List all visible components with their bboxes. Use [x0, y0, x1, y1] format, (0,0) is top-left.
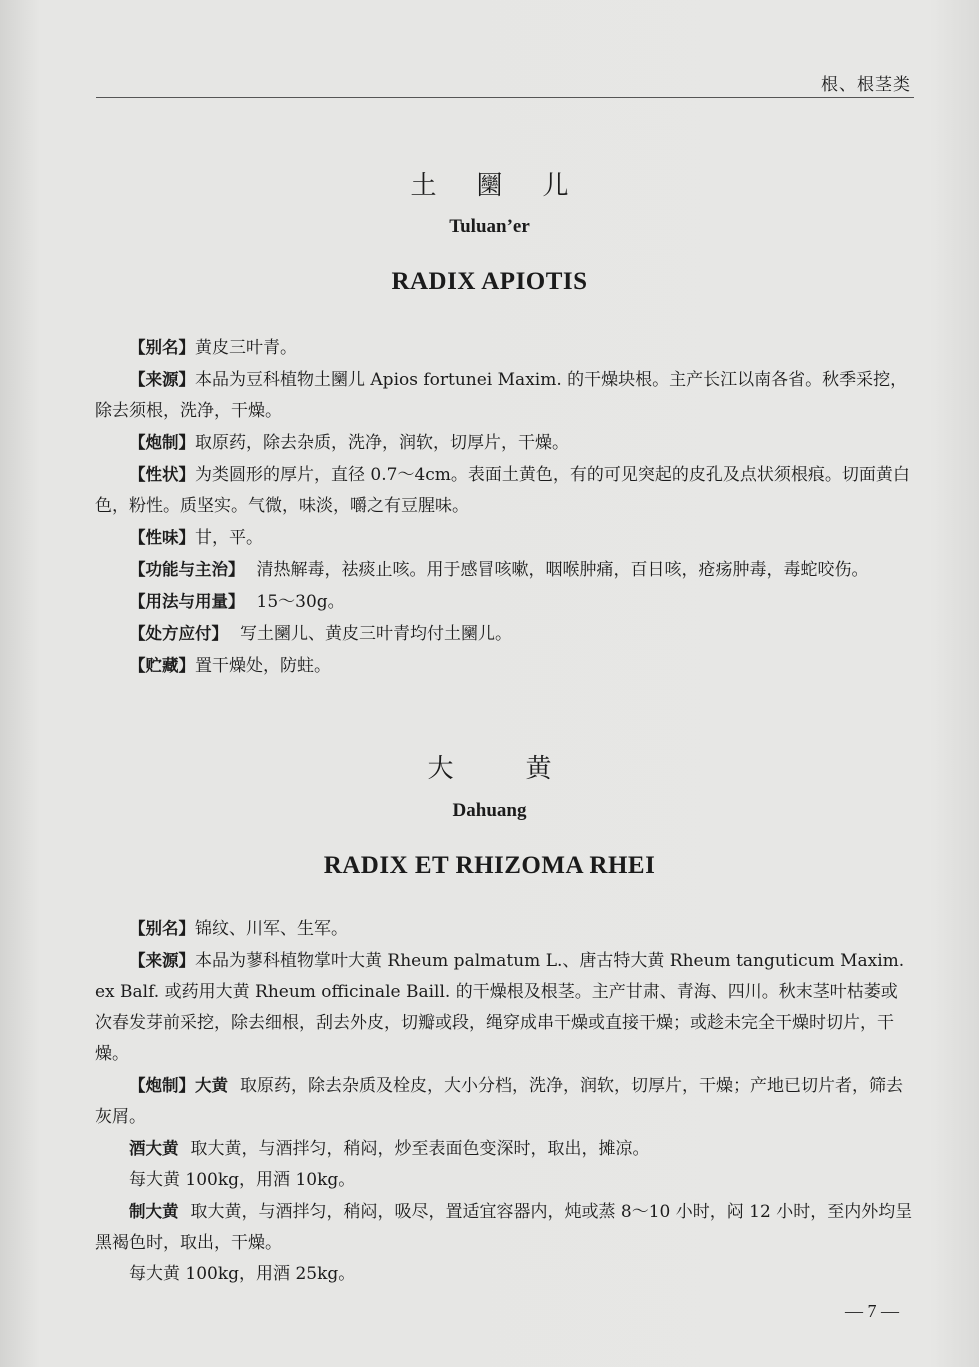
field-text: 取大黄，与酒拌匀，稍闷，炒至表面色变深时，取出，摊凉。 [190, 1139, 650, 1159]
entry1-body [95, 332, 913, 682]
field-text: 甘，平。 [195, 528, 263, 548]
field-text: 黄皮三叶青。 [195, 338, 297, 358]
field-text: 取大黄，与酒拌匀，稍闷，吸尽，置适宜容器内，炖或蒸 8～10 小时，闷 12 小时，至内外均呈黑褐色时，取出，干燥。 [95, 1202, 913, 1253]
entry1-title-char: 土 [410, 171, 437, 201]
entry1-storage [95, 650, 913, 682]
field-text: 本品为蓼科植物掌叶大黄 Rheum palmatum L.、唐古特大黄 Rheum tanguticum Maxim. ex Balf. 或药用大黄 Rheum officinale Baill. 的干燥根及根茎。主产甘肃、青海、四川。秋末茎叶枯萎或次春发芽前采挖，除去细根，刮去外皮，切瓣或段，绳穿成串干燥或直接干燥；或趁未完全干燥时切片，干燥。 [95, 951, 905, 1064]
entry1-chinese-title [0, 165, 979, 202]
field-text: 取原药，除去杂质，洗净，润软，切厚片，干燥。 [195, 433, 569, 453]
field-text: 每大黄 100kg，用酒 10kg。 [129, 1170, 356, 1190]
entry2-processing [95, 1070, 913, 1133]
field-label: 【来源】 [129, 951, 195, 970]
entry2-body [95, 913, 913, 1290]
entry1-characteristics [95, 459, 913, 522]
entry2-latin-name: RADIX ET RHIZOMA RHEI [323, 852, 656, 879]
page-number: — 7 — [845, 1301, 899, 1321]
entry2-prepared [95, 1196, 913, 1259]
entry2-wine-ratio [95, 1165, 913, 1196]
entry2-title-char: 大 [427, 754, 454, 784]
entry2-chinese-title [0, 748, 979, 785]
processing-subhead: 酒大黄 [129, 1139, 179, 1158]
field-label: 【性状】 [129, 465, 195, 484]
entry1-prescription [95, 618, 913, 650]
field-text: 置干燥处，防蛀。 [195, 656, 331, 676]
field-text: 为类圆形的厚片，直径 0.7～4cm。表面土黄色，有的可见突起的皮孔及点状须根痕。切面黄白色，粉性。质坚实。气微，味淡，嚼之有豆腥味。 [95, 465, 910, 516]
processing-subhead: 制大黄 [129, 1202, 179, 1221]
field-text: 清热解毒，祛痰止咳。用于感冒咳嗽，咽喉肿痛，百日咳，疮疡肿毒，毒蛇咬伤。 [256, 560, 869, 580]
entry2-alias [95, 913, 913, 945]
field-label: 【炮制】 [129, 433, 195, 452]
field-label: 【炮制】 [129, 1076, 195, 1095]
field-text: 取原药，除去杂质及栓皮，大小分档，洗净，润软，切厚片，干燥；产地已切片者，筛去灰屑。 [95, 1076, 903, 1127]
field-text: 本品为豆科植物土圞儿 Apios fortunei Maxim. 的干燥块根。主产长江以南各省。秋季采挖，除去须根，洗净，干燥。 [95, 370, 908, 421]
entry1-nature-taste [95, 522, 913, 554]
entry2-prepared-ratio [95, 1259, 913, 1290]
field-label: 【来源】 [129, 370, 195, 389]
field-label: 【用法与用量】 [129, 592, 245, 611]
field-label: 【贮藏】 [129, 656, 195, 675]
field-label: 【处方应付】 [129, 624, 228, 643]
field-label: 【别名】 [129, 338, 195, 357]
entry1-title-char: 圞 [476, 171, 503, 201]
entry2-source [95, 945, 913, 1070]
entry1-title-char: 儿 [542, 171, 569, 201]
field-text: 锦纹、川军、生军。 [195, 919, 348, 939]
field-label: 【性味】 [129, 528, 195, 547]
field-label: 【别名】 [129, 919, 195, 938]
entry1-processing [95, 427, 913, 459]
entry2-title-char: 黄 [525, 754, 552, 784]
running-head: 根、根茎类 [821, 75, 911, 95]
entry1-pinyin: Tuluan’er [449, 216, 530, 237]
entry2-wine-processed [95, 1133, 913, 1165]
entry1-dosage [95, 586, 913, 618]
entry1-latin-name: RADIX APIOTIS [391, 268, 588, 295]
field-text: 写土圞儿、黄皮三叶青均付土圞儿。 [240, 624, 512, 644]
entry1-functions [95, 554, 913, 586]
entry1-alias [95, 332, 913, 364]
processing-subhead: 大黄 [195, 1076, 228, 1095]
field-text: 15～30g。 [256, 592, 345, 612]
field-label: 【功能与主治】 [129, 560, 245, 579]
header-rule [96, 97, 914, 98]
field-text: 每大黄 100kg，用酒 25kg。 [129, 1264, 356, 1284]
entry2-pinyin: Dahuang [452, 800, 527, 821]
entry1-source [95, 364, 913, 427]
